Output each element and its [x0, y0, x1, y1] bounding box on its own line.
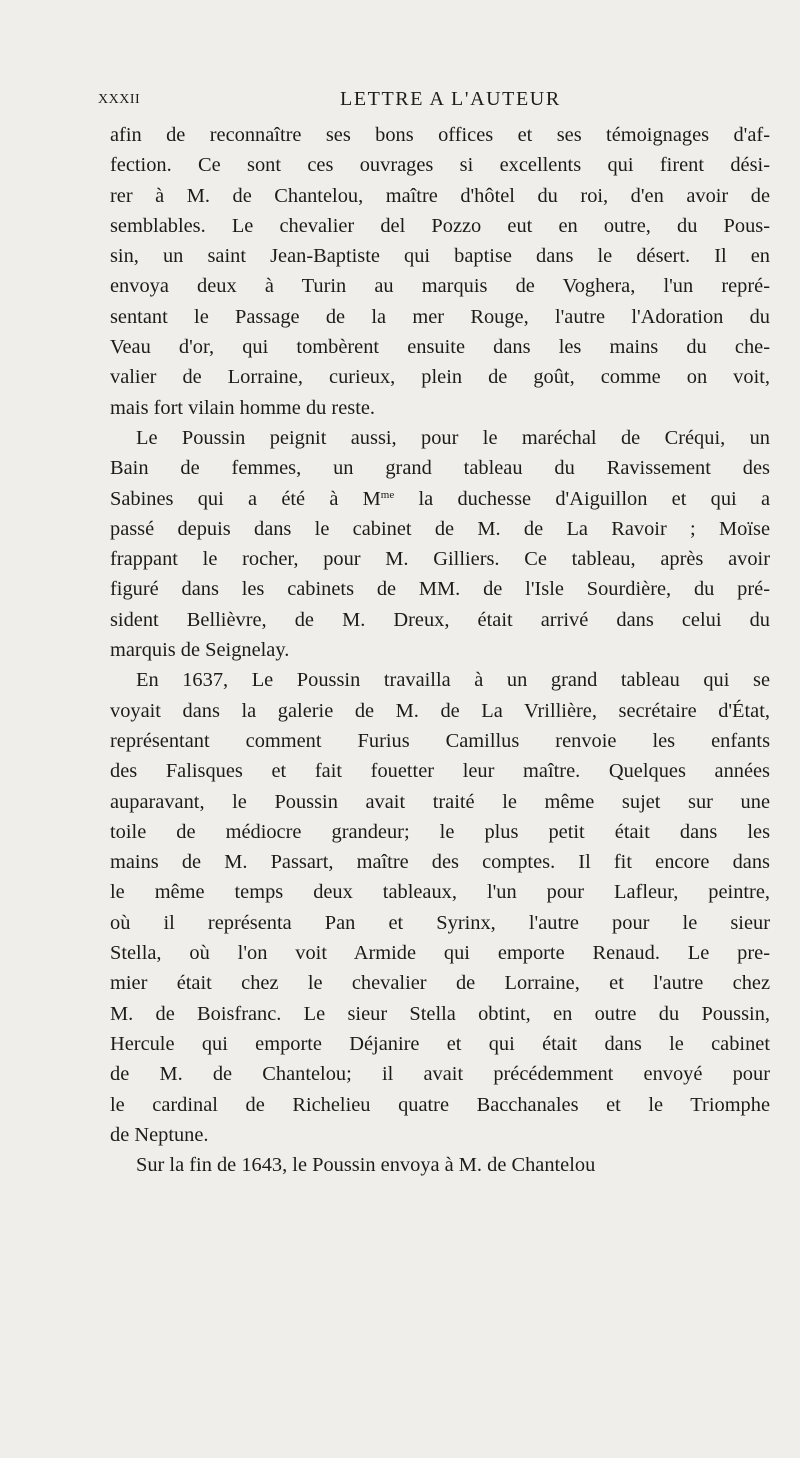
text-line: le cardinal de Richelieu quatre Bacchanales et le Triomphe	[110, 1093, 770, 1116]
text-line: mier était chez le chevalier de Lorraine, et l'autre chez	[110, 972, 770, 995]
text-line: toile de médiocre grandeur; le plus petit était dans les	[110, 820, 770, 843]
text-line: où il représenta Pan et Syrinx, l'autre pour le sieur	[110, 911, 770, 934]
text-line: de Neptune.	[110, 1123, 209, 1146]
text-line: semblables. Le chevalier del Pozzo eut en outre, du Pous-	[110, 214, 770, 237]
text-line: envoya deux à Turin au marquis de Voghera, l'un repré-	[110, 275, 770, 298]
text-line: Veau d'or, qui tombèrent ensuite dans les mains du che-	[110, 336, 770, 359]
text-line: sident Bellièvre, de M. Dreux, était arrivé dans celui du	[110, 608, 770, 631]
text-line: passé depuis dans le cabinet de M. de La Ravoir ; Moïse	[110, 517, 770, 540]
text-line: figuré dans les cabinets de MM. de l'Isle Sourdière, du pré-	[110, 578, 770, 601]
text-line: frappant le rocher, pour M. Gilliers. Ce tableau, après avoir	[110, 548, 770, 571]
text-line: afin de reconnaître ses bons offices et ses témoignages d'af-	[110, 124, 770, 146]
text-line: Stella, où l'on voit Armide qui emporte Renaud. Le pre-	[110, 942, 770, 965]
text-line: M. de Boisfranc. Le sieur Stella obtint, en outre du Poussin,	[110, 1002, 770, 1025]
text-line: mais fort vilain homme du reste.	[110, 396, 376, 419]
text-line: rer à M. de Chantelou, maître d'hôtel du roi, d'en avoir de	[110, 184, 770, 207]
text-line: mains de M. Passart, maître des comptes. Il fit encore dans	[110, 851, 770, 874]
text-line: valier de Lorraine, curieux, plein de goût, comme on voit,	[110, 366, 770, 389]
text-line: Sur la fin de 1643, le Poussin envoya à M. de Chantelou	[136, 1154, 596, 1177]
text-line: Sabines qui a été à $M^{me}$ la duchesse d'Aiguillon et qui a	[110, 487, 770, 510]
text-line: voyait dans la galerie de M. de La Vrillière, secrétaire d'État,	[110, 699, 770, 722]
running-title: LETTRE A L'AUTEUR	[340, 88, 561, 110]
text-line: Hercule qui emporte Déjanire et qui était dans le cabinet	[110, 1032, 770, 1055]
text-line: Le Poussin peignit aussi, pour le maréchal de Créqui, un	[136, 426, 770, 449]
text-line: fection. Ce sont ces ouvrages si excellents qui firent dési-	[110, 154, 770, 177]
page-number: XXXII	[98, 92, 141, 107]
text-line: sentant le Passage de la mer Rouge, l'autre l'Adoration du	[110, 305, 770, 328]
text-line: sin, un saint Jean-Baptiste qui baptise dans le désert. Il en	[110, 245, 770, 268]
text-line: marquis de Seignelay.	[110, 639, 290, 662]
text-line: En 1637, Le Poussin travailla à un grand tableau qui se	[136, 669, 770, 692]
text-line: de M. de Chantelou; il avait précédemment envoyé pour	[110, 1063, 770, 1086]
text-line: représentant comment Furius Camillus renvoie les enfants	[110, 729, 770, 752]
running-head	[98, 88, 778, 112]
text-line: le même temps deux tableaux, l'un pour Lafleur, peintre,	[110, 881, 770, 904]
text-line: des Falisques et fait fouetter leur maître. Quelques années	[110, 760, 770, 783]
text-line: Bain de femmes, un grand tableau du Ravissement des	[110, 457, 770, 480]
body-text	[110, 120, 770, 1180]
text-line: auparavant, le Poussin avait traité le même sujet sur une	[110, 790, 770, 813]
